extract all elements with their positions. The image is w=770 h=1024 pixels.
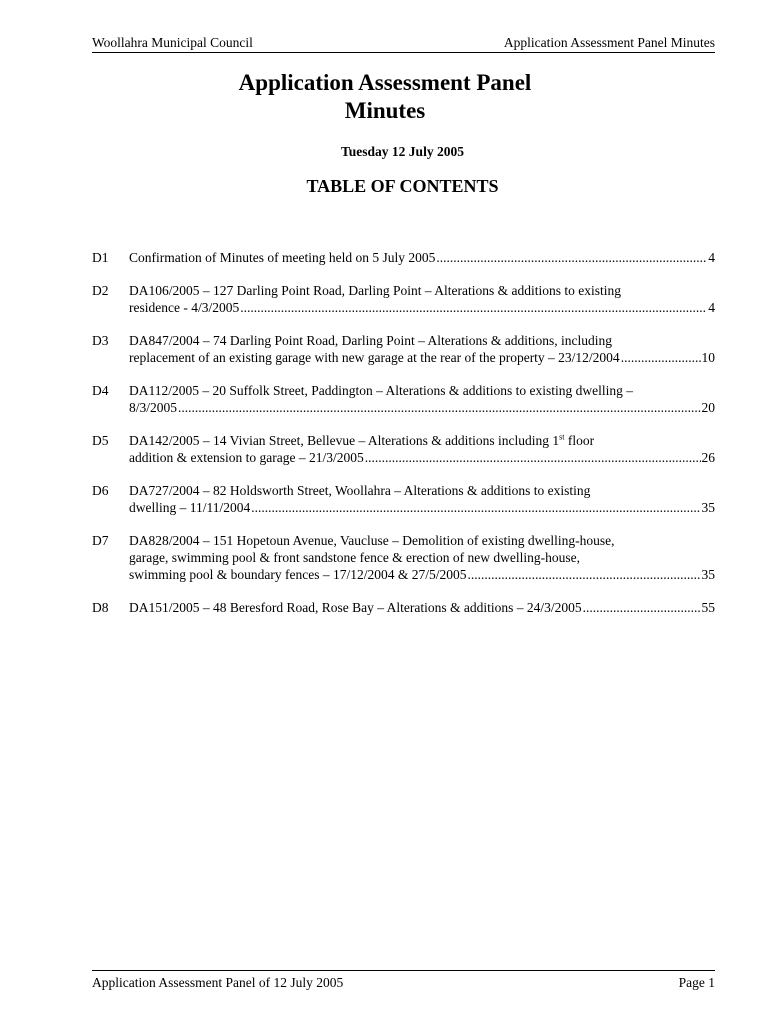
- toc-item-title-line: DA106/2005 – 127 Darling Point Road, Darling Point – Alterations & additions to existing: [129, 283, 621, 298]
- toc-item-page: 10: [701, 350, 715, 365]
- toc-entry-d3[interactable]: [92, 332, 715, 366]
- toc-heading: TABLE OF CONTENTS: [306, 176, 499, 196]
- toc-item-code: D1: [92, 250, 109, 265]
- document-title-line-1: Application Assessment Panel: [238, 70, 532, 95]
- dot-leader: [251, 499, 700, 516]
- dot-leader: [583, 599, 701, 616]
- page-footer: [92, 970, 715, 993]
- toc-item-title-line: 8/3/2005: [129, 400, 178, 415]
- table-of-contents: [92, 249, 715, 632]
- dot-leader: [467, 566, 700, 583]
- dot-leader: [436, 249, 707, 266]
- header-document-name: Application Assessment Panel Minutes: [503, 35, 715, 50]
- toc-item-title-line: addition & extension to garage – 21/3/2005: [129, 450, 364, 465]
- toc-entry-d2[interactable]: [92, 282, 715, 316]
- toc-item-code: D6: [92, 483, 109, 498]
- dot-leader: [240, 299, 707, 316]
- toc-item-page: 55: [701, 600, 715, 615]
- footer-meeting-label: Application Assessment Panel of 12 July 2005: [92, 975, 344, 990]
- toc-item-title-line: dwelling – 11/11/2004: [129, 500, 251, 515]
- toc-item-page: 26: [701, 450, 715, 465]
- toc-item-title-pre: DA142/2005 – 14 Vivian Street, Bellevue – Alterations & additions including 1: [129, 433, 560, 448]
- toc-item-page: 4: [708, 250, 715, 265]
- toc-item-code: D2: [92, 283, 109, 298]
- toc-entry-d5[interactable]: [92, 432, 715, 466]
- toc-item-page: 4: [708, 300, 715, 315]
- toc-item-title: DA151/2005 – 48 Beresford Road, Rose Bay – Alterations & additions – 24/3/2005: [129, 600, 582, 615]
- dot-leader: [178, 399, 700, 416]
- toc-item-title-post: floor: [564, 433, 595, 448]
- toc-item-title: Confirmation of Minutes of meeting held on 5 July 2005: [129, 250, 436, 265]
- toc-entry-d4[interactable]: [92, 382, 715, 416]
- toc-entry-d6[interactable]: [92, 482, 715, 516]
- dot-leader: [621, 349, 701, 366]
- ordinal-suffix: st: [559, 432, 565, 442]
- toc-item-code: D5: [92, 433, 109, 448]
- dot-leader: [365, 449, 701, 466]
- toc-item-code: D4: [92, 383, 109, 398]
- toc-entry-d7[interactable]: [92, 532, 715, 583]
- meeting-date: Tuesday 12 July 2005: [341, 144, 464, 159]
- toc-item-title-line: swimming pool & boundary fences – 17/12/2004 & 27/5/2005: [129, 567, 467, 582]
- toc-item-title-line: DA828/2004 – 151 Hopetoun Avenue, Vaucluse – Demolition of existing dwelling-house,: [129, 533, 615, 548]
- toc-item-title-line: DA112/2005 – 20 Suffolk Street, Paddington – Alterations & additions to existing dwelling –: [129, 383, 633, 398]
- toc-item-code: D8: [92, 600, 109, 615]
- document-title: [0, 69, 770, 125]
- page-header: [92, 34, 715, 53]
- toc-item-title-line: replacement of an existing garage with new garage at the rear of the property – 23/12/2004: [129, 350, 620, 365]
- toc-entry-d1[interactable]: [92, 249, 715, 266]
- toc-item-title-line: residence - 4/3/2005: [129, 300, 240, 315]
- toc-item-page: 20: [701, 400, 715, 415]
- toc-item-page: 35: [701, 567, 715, 582]
- toc-item-code: D7: [92, 533, 109, 548]
- toc-item-page: 35: [701, 500, 715, 515]
- toc-item-title-line: [129, 432, 715, 449]
- document-title-line-2: Minutes: [344, 98, 426, 123]
- header-council-name: Woollahra Municipal Council: [92, 35, 253, 50]
- toc-item-title-line: DA847/2004 – 74 Darling Point Road, Darling Point – Alterations & additions, including: [129, 333, 612, 348]
- footer-page-number: Page 1: [678, 975, 715, 990]
- toc-entry-d8[interactable]: [92, 599, 715, 616]
- toc-item-title-line: garage, swimming pool & front sandstone fence & erection of new dwelling-house,: [129, 550, 581, 565]
- toc-item-title-line: DA727/2004 – 82 Holdsworth Street, Woollahra – Alterations & additions to existing: [129, 483, 591, 498]
- toc-item-code: D3: [92, 333, 109, 348]
